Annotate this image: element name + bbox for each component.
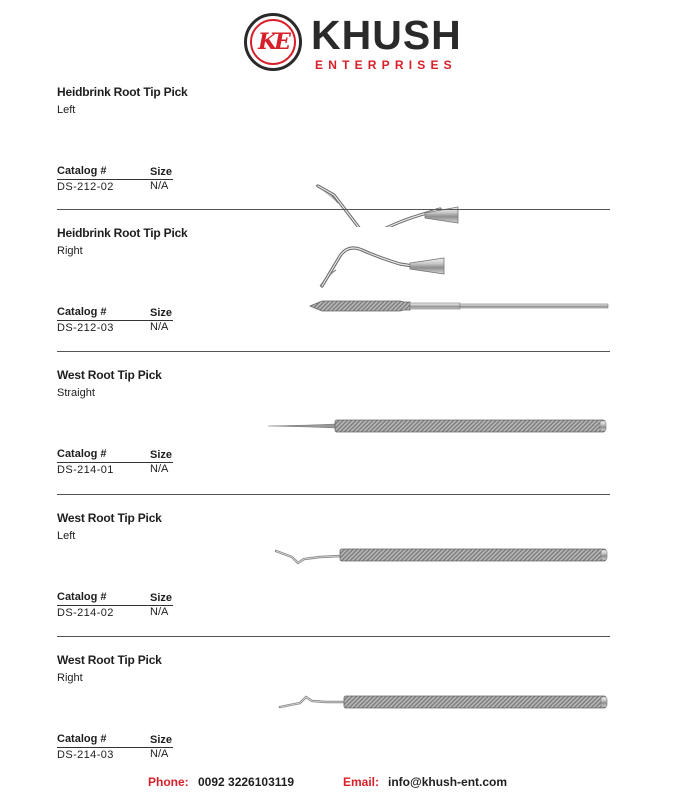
catalog-label: Catalog #	[57, 448, 107, 460]
email-address[interactable]: info@khush-ent.com	[388, 775, 508, 789]
size-value: N/A	[150, 463, 169, 475]
product-title: West Root Tip Pick	[57, 368, 162, 382]
phone-number[interactable]: 0092 3226103119	[198, 775, 295, 789]
product-variant: Left	[57, 530, 76, 542]
product-title: West Root Tip Pick	[57, 653, 162, 667]
curved-tip-pick-right-icon	[0, 226, 689, 368]
product-variant: Left	[57, 104, 76, 116]
catalog-label: Catalog #	[57, 591, 107, 603]
size-value: N/A	[150, 180, 169, 192]
product-title: Heidbrink Root Tip Pick	[57, 85, 188, 99]
catalog-number: DS-212-02	[57, 181, 114, 193]
logo-monogram: KE	[258, 29, 288, 55]
size-value: N/A	[150, 748, 169, 760]
product-section	[0, 653, 689, 795]
logo-company-name: KHUSH	[311, 12, 462, 58]
section-divider	[57, 494, 610, 495]
contact-footer	[0, 775, 689, 791]
size-value: N/A	[150, 321, 169, 333]
product-variant: Straight	[57, 387, 95, 399]
product-section	[0, 85, 689, 227]
catalog-number: DS-214-03	[57, 749, 114, 761]
size-value: N/A	[150, 606, 169, 618]
logo-emblem	[244, 13, 302, 71]
email-label: Email:	[343, 775, 380, 789]
catalog-label: Catalog #	[57, 733, 107, 745]
curved-tip-pick-left-icon	[0, 85, 689, 227]
catalog-number: DS-214-01	[57, 464, 114, 476]
catalog-number: DS-214-02	[57, 607, 114, 619]
catalog-label: Catalog #	[57, 165, 107, 177]
phone-label: Phone:	[148, 775, 189, 789]
product-title: West Root Tip Pick	[57, 511, 162, 525]
size-label: Size	[150, 307, 173, 319]
product-section	[0, 511, 689, 653]
section-divider	[57, 351, 610, 352]
size-label: Size	[150, 734, 173, 746]
product-title: Heidbrink Root Tip Pick	[57, 226, 188, 240]
size-label: Size	[150, 449, 173, 461]
angled-pick-left-icon	[0, 511, 689, 653]
brand-logo	[241, 10, 462, 76]
section-divider	[57, 209, 610, 210]
product-section	[0, 368, 689, 510]
logo-tagline: ENTERPRISES	[315, 58, 457, 72]
size-label: Size	[150, 592, 173, 604]
size-label: Size	[150, 166, 173, 178]
section-divider	[57, 636, 610, 637]
catalog-label: Catalog #	[57, 306, 107, 318]
product-section	[0, 226, 689, 368]
product-variant: Right	[57, 245, 83, 257]
straight-pick-icon	[0, 368, 689, 510]
angled-pick-right-icon	[0, 653, 689, 795]
product-variant: Right	[57, 672, 83, 684]
catalog-number: DS-212-03	[57, 322, 114, 334]
